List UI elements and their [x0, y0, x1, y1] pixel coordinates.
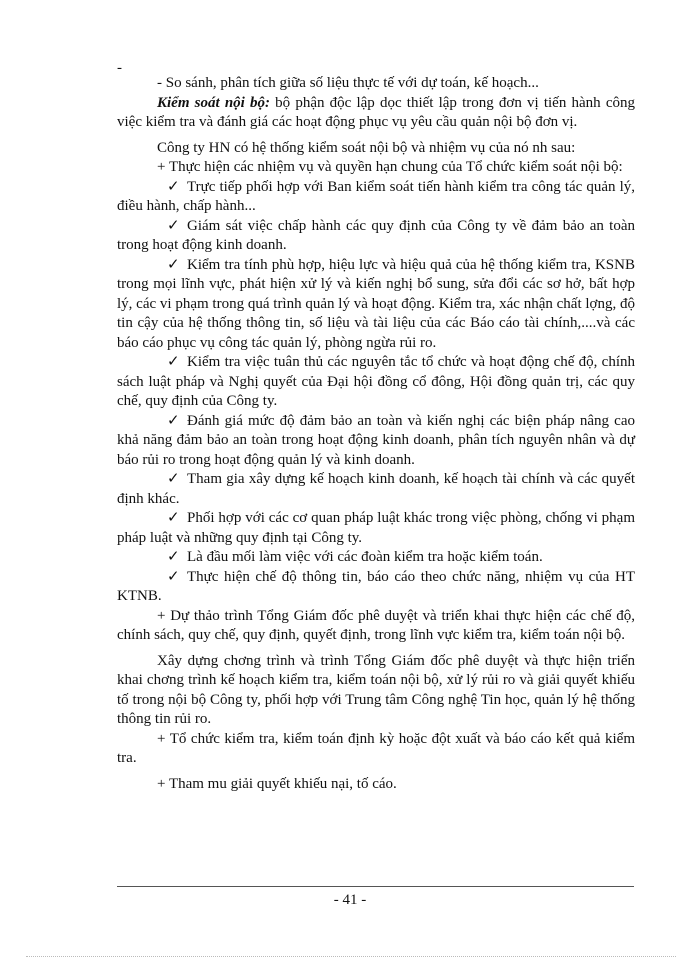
ksnb-term: Kiểm soát nội bộ:	[157, 94, 270, 111]
checkmark-icon: ✓	[167, 549, 180, 565]
paragraph-intro: Công ty HN có hệ thống kiểm soát nội bộ và nhiệm vụ của nó nh sau:	[157, 139, 576, 156]
check-item-text: Là đầu mối làm việc với các đoàn kiểm tra hoặc kiểm toán.	[187, 549, 543, 565]
checkmark-icon: ✓	[167, 568, 180, 585]
check-item	[117, 568, 635, 607]
checkmark-icon: ✓	[167, 510, 180, 526]
checkmark-icon: ✓	[167, 354, 180, 370]
check-item	[117, 353, 635, 412]
check-item-text: Giám sát việc chấp hành các quy định của Công ty về đảm bảo an toàn trong hoạt động kinh doanh.	[117, 217, 635, 253]
ksnb-definition: bộ phận độc lập dọc thiết lập trong đơn vị tiến hành công việc kiểm tra và đánh giá các hoạt động phục vụ yêu cầu quản nội bộ đơn vị.	[117, 94, 635, 130]
paragraph-sosanh: - So sánh, phân tích giữa số liệu thực tế với dự toán, kế hoạch...	[157, 75, 539, 91]
paragraph-organize: + Tổ chức kiểm tra, kiểm toán định kỳ hoặc đột xuất và báo cáo kết quả kiểm tra.	[117, 730, 635, 766]
check-item	[117, 178, 635, 217]
check-item-text: Phối hợp với các cơ quan pháp luật khác trong việc phòng, chống vi phạm pháp luật và những quy định tại Công ty.	[117, 510, 635, 546]
paragraph-draft: + Dự thảo trình Tổng Giám đốc phê duyệt và triển khai thực hiện các chế độ, chính sách, quy chế, quy định, quyết định, trong lĩnh vực kiểm tra, kiểm toán nội bộ.	[117, 607, 635, 643]
checkmark-icon: ✓	[167, 412, 180, 429]
check-item-text: Đánh giá mức độ đảm bảo an toàn và kiến nghị các biện pháp nâng cao khả năng đảm bảo an toàn trong hoạt động kinh doanh, phân tích nguyên nhân và dự báo rủi ro trong hoạt động quản lý và kinh doanh.	[117, 412, 635, 468]
checkmark-icon: ✓	[167, 471, 180, 487]
paragraph-advise: + Tham mu giải quyết khiếu nại, tố cáo.	[157, 775, 397, 792]
checkmark-icon: ✓	[167, 178, 180, 195]
check-item	[117, 548, 635, 568]
top-dash: -	[117, 60, 122, 76]
paragraph-build: Xây dựng chơng trình và trình Tổng Giám đốc phê duyệt và thực hiện triển khai chơng trình kế hoạch kiểm tra, kiểm toán nội bộ, xử lý rủi ro và giải quyết khiếu tố trong nội bộ Công ty, phối hợp với Trung tâm Công nghệ Tin học, quản lý hệ thống thông tin rủi ro.	[117, 652, 635, 727]
check-item-text: Trực tiếp phối hợp với Ban kiểm soát tiến hành kiểm tra công tác quản lý, điều hành, chấp hành...	[117, 178, 635, 214]
check-item	[117, 256, 635, 354]
check-item	[117, 217, 635, 256]
check-item-text: Kiểm tra việc tuân thủ các nguyên tắc tổ chức và hoạt động chế độ, chính sách luật pháp và Nghị quyết của Đại hội đồng cổ đông, Hội đồng quản trị, các quy chế, quy định của Công ty.	[117, 354, 635, 409]
footer-divider	[117, 886, 634, 887]
check-item	[117, 412, 635, 471]
paragraph-ksnb	[117, 94, 635, 133]
paragraph-task-head: + Thực hiện các nhiệm vụ và quyền hạn chung của Tổ chức kiểm soát nội bộ:	[157, 159, 623, 175]
page-bottom-edge	[26, 956, 676, 957]
check-item	[117, 470, 635, 509]
page-number: - 41 -	[333, 892, 367, 908]
check-item	[117, 509, 635, 548]
check-item-text: Kiểm tra tính phù hợp, hiệu lực và hiệu quả của hệ thống kiểm tra, KSNB trong mọi lĩnh vực, phát hiện xử lý và kiến nghị bổ sung, sửa đổi các sơ hở, bất hợp lý, các vi phạm trong quá trình quản lý và hoạt động. Kiểm tra, xác nhận chất lợng, độ tin cậy của hệ thống thông tin, số liệu và tài liệu của các Báo cáo tài chính,....và các báo cáo phục vụ công tác quản lý, phòng ngừa rủi ro.	[117, 256, 635, 351]
check-item-text: Thực hiện chế độ thông tin, báo cáo theo chức năng, nhiệm vụ của HT KTNB.	[117, 568, 635, 604]
document-body	[117, 74, 635, 794]
check-item-text: Tham gia xây dựng kế hoạch kinh doanh, kế hoạch tài chính và các quyết định khác.	[117, 471, 635, 507]
checkmark-icon: ✓	[167, 217, 180, 234]
checkmark-icon: ✓	[167, 256, 180, 273]
